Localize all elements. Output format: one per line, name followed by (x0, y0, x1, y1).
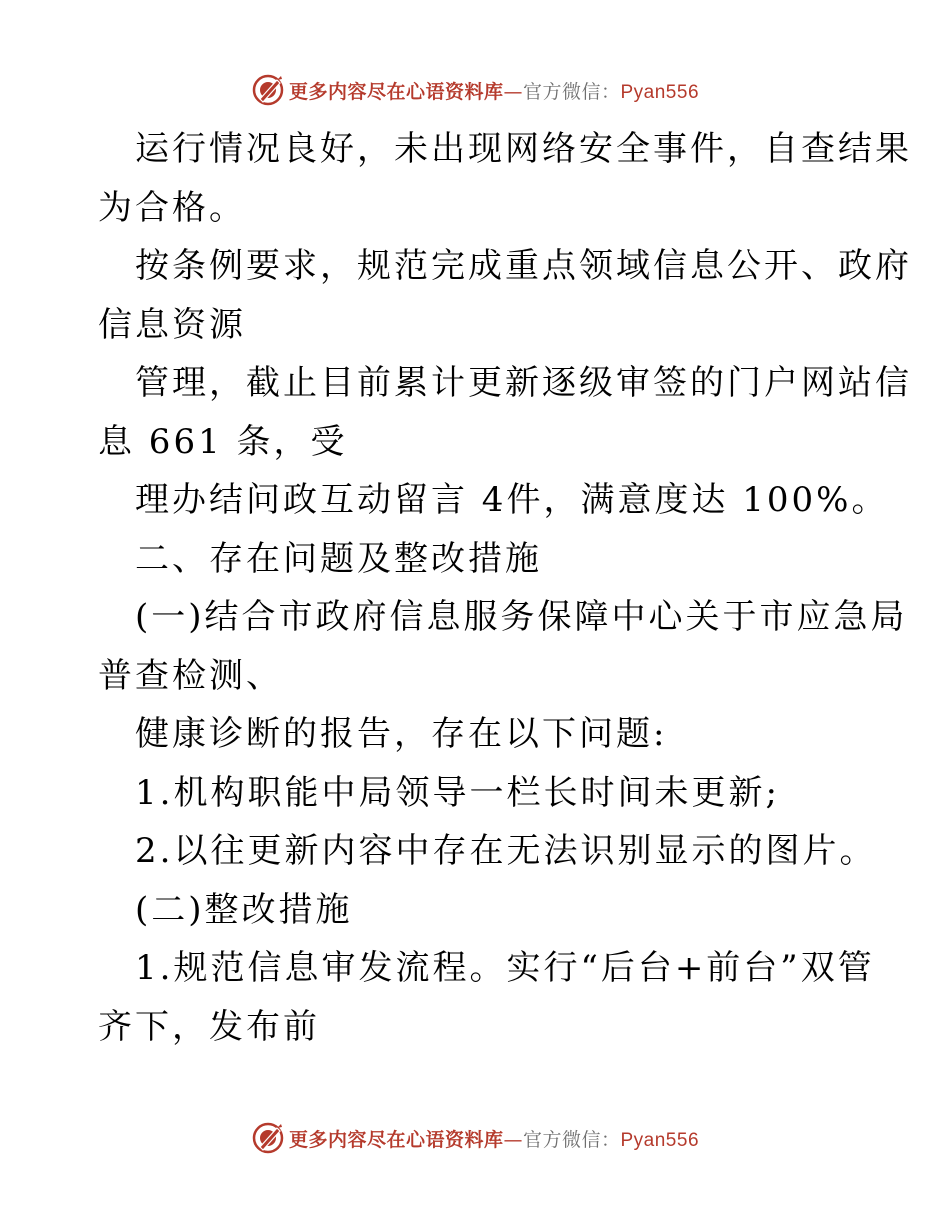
body-line: 管理，截止目前累计更新逐级审签的门户网站信 (135, 363, 912, 403)
document-body (98, 120, 912, 1056)
body-line: 为合格。 (98, 187, 246, 228)
banner-wechat-label: 官方微信： (522, 1128, 621, 1151)
header-banner (0, 70, 950, 110)
banner-dash: — (503, 1128, 523, 1151)
body-line: 普查检测、 (98, 655, 283, 696)
list-item: 1.机构职能中局领导一栏长时间未更新; (135, 772, 780, 813)
banner-text (289, 1125, 699, 1152)
list-item: 1.规范信息审发流程。实行“后台+前台”双管 (135, 948, 875, 988)
logo-icon (251, 1121, 285, 1155)
banner-text (289, 77, 699, 104)
body-line: 理办结问政互动留言 4件，满意度达 100%。 (135, 480, 889, 520)
list-item: 2.以往更新内容中存在无法识别显示的图片。 (135, 831, 877, 871)
body-line: 健康诊断的报告，存在以下问题: (135, 714, 668, 754)
footer-banner (0, 1118, 950, 1158)
body-line: 运行情况良好，未出现网络安全事件，自查结果 (135, 129, 912, 169)
banner-main-text: 更多内容尽在心语资料库 (288, 1128, 504, 1151)
banner-wechat-id: Pyan556 (620, 81, 700, 103)
banner-dash: — (503, 80, 523, 103)
body-line: 信息资源 (98, 304, 246, 345)
logo-icon (251, 73, 285, 107)
banner-wechat-label: 官方微信： (522, 80, 621, 103)
banner-main-text: 更多内容尽在心语资料库 (288, 80, 504, 103)
body-line: 齐下，发布前 (98, 1006, 320, 1047)
body-line: 息 661 条，受 (98, 421, 348, 462)
body-line: 按条例要求，规范完成重点领域信息公开、政府 (135, 246, 912, 286)
body-line: (一)结合市政府信息服务保障中心关于市应急局 (135, 597, 908, 637)
banner-wechat-id: Pyan556 (620, 1129, 700, 1151)
subsection-heading: (二)整改措施 (135, 889, 353, 930)
section-heading: 二、存在问题及整改措施 (135, 538, 542, 579)
